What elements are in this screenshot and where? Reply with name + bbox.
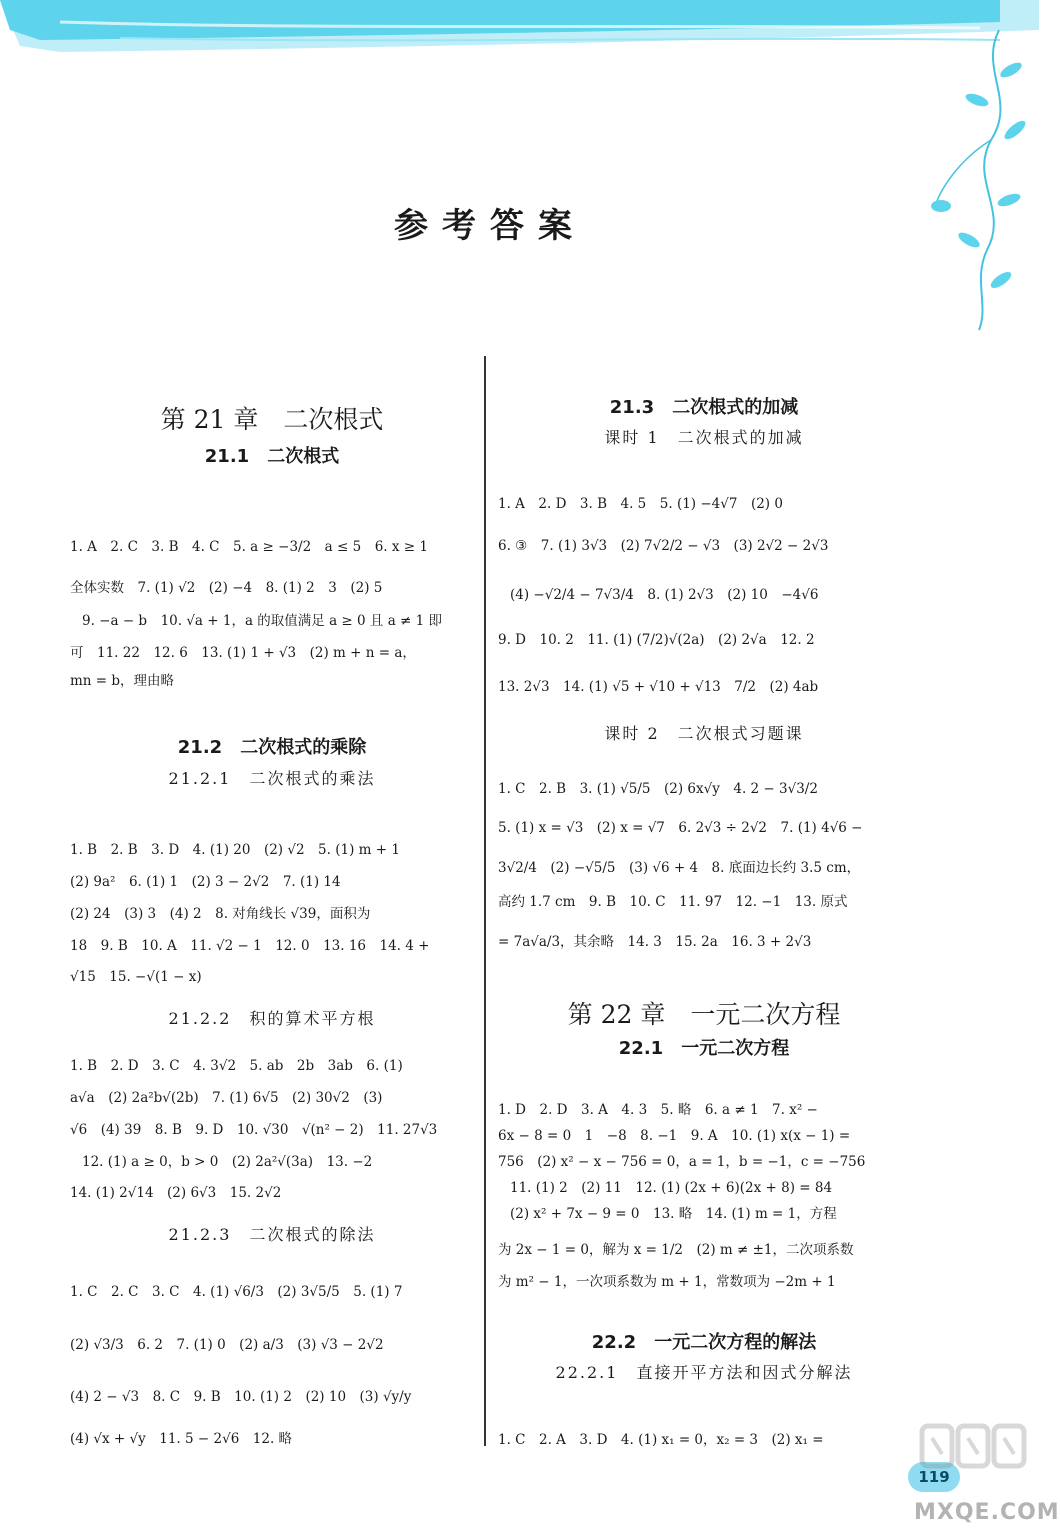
answer-line: √15 15. −√(1 − x) — [70, 969, 202, 985]
answer-line: (2) x² + 7x − 9 = 0 13. 略 14. (1) m = 1，方程 — [510, 1206, 837, 1222]
answer-line: a√a (2) 2a²b√(2b) 7. (1) 6√5 (2) 30√2 (3) — [70, 1090, 383, 1106]
answer-line: 9. −a − b 10. √a + 1，a 的取值满足 a ≥ 0 且 a ≠ 1 即 — [82, 613, 443, 629]
answer-line: 13. 2√3 14. (1) √5 + √10 + √13 7/2 (2) 4ab — [498, 679, 819, 695]
subsection-21-2-3-heading: 21.2.3 二次根式的除法 — [168, 1225, 376, 1244]
answer-line: (4) −√2/4 − 7√3/4 8. (1) 2√3 (2) 10 −4√6 — [510, 587, 819, 603]
answer-line: 5. (1) x = √3 (2) x = √7 6. 2√3 ÷ 2√2 7. (1) 4√6 − — [498, 820, 863, 836]
answer-line: √6 (4) 39 8. B 9. D 10. √30 √(n² − 2) 11. 27√3 — [70, 1122, 438, 1138]
answer-line: 11. (1) 2 (2) 11 12. (1) (2x + 6)(2x + 8) = 84 — [510, 1180, 833, 1196]
answer-line: (4) √x + √y 11. 5 − 2√6 12. 略 — [70, 1431, 293, 1447]
lesson-1-heading: 课时 1 二次根式的加减 — [604, 428, 804, 447]
answer-line: 全体实数 7. (1) √2 (2) −4 8. (1) 2 3 (2) 5 — [70, 580, 383, 596]
answer-line: (2) 24 (3) 3 (4) 2 8. 对角线长 √39，面积为 — [70, 906, 371, 922]
answer-line: 6. ③ 7. (1) 3√3 (2) 7√2/2 − √3 (3) 2√2 − 2√3 — [498, 538, 829, 554]
section-22-2-heading: 22.2 一元二次方程的解法 — [591, 1332, 817, 1353]
answer-line: 1. A 2. D 3. B 4. 5 5. (1) −4√7 (2) 0 — [498, 496, 783, 512]
answer-line: 14. (1) 2√14 (2) 6√3 15. 2√2 — [70, 1185, 282, 1201]
answer-line: 1. A 2. C 3. B 4. C 5. a ≥ −3/2 a ≤ 5 6. x ≥ 1 — [70, 539, 428, 555]
section-22-1-heading: 22.1 一元二次方程 — [618, 1038, 790, 1059]
page-title: 参考答案 — [394, 206, 586, 246]
vine-decoration — [929, 30, 1039, 330]
answer-line: 1. C 2. C 3. C 4. (1) √6/3 (2) 3√5/5 5. (1) 7 — [70, 1284, 403, 1300]
section-21-3-heading: 21.3 二次根式的加减 — [609, 397, 799, 418]
answer-line: mn = b，理由略 — [70, 673, 175, 689]
answer-line: 12. (1) a ≥ 0，b > 0 (2) 2a²√(3a) 13. −2 — [82, 1154, 373, 1170]
section-21-1-heading: 21.1 二次根式 — [204, 446, 340, 467]
answer-line: 1. B 2. B 3. D 4. (1) 20 (2) √2 5. (1) m + 1 — [70, 842, 400, 858]
subsection-21-2-2-heading: 21.2.2 积的算术平方根 — [168, 1009, 376, 1028]
answer-line: 为 2x − 1 = 0，解为 x = 1/2 (2) m ≠ ±1，二次项系数 — [498, 1242, 854, 1258]
subsection-21-2-1-heading: 21.2.1 二次根式的乘法 — [168, 769, 376, 788]
answer-line: 1. B 2. D 3. C 4. 3√2 5. ab 2b 3ab 6. (1) — [70, 1058, 403, 1074]
answer-line: 756 (2) x² − x − 756 = 0，a = 1，b = −1，c = −756 — [498, 1154, 866, 1170]
answer-line: (2) √3/3 6. 2 7. (1) 0 (2) a/3 (3) √3 − 2√2 — [70, 1337, 384, 1353]
lesson-2-heading: 课时 2 二次根式习题课 — [604, 724, 804, 743]
answer-line: 高约 1.7 cm 9. B 10. C 11. 97 12. −1 13. 原式 — [498, 894, 848, 910]
chapter-21-heading: 第 21 章 二次根式 — [160, 405, 384, 434]
answer-line: = 7a√a/3，其余略 14. 3 15. 2a 16. 3 + 2√3 — [498, 934, 812, 950]
answer-line: 3√2/4 (2) −√5/5 (3) √6 + 4 8. 底面边长约 3.5 cm， — [498, 860, 861, 876]
subsection-22-2-1-heading: 22.2.1 直接开平方法和因式分解法 — [555, 1363, 853, 1382]
column-divider — [484, 356, 486, 1446]
answer-line: 为 m² − 1，一次项系数为 m + 1，常数项为 −2m + 1 — [498, 1274, 836, 1290]
answer-line: 1. C 2. B 3. (1) √5/5 (2) 6x√y 4. 2 − 3√3/2 — [498, 781, 818, 797]
section-21-2-heading: 21.2 二次根式的乘除 — [177, 737, 367, 758]
answer-line: 1. C 2. A 3. D 4. (1) x₁ = 0，x₂ = 3 (2) x₁ = — [498, 1432, 824, 1448]
answer-line: 18 9. B 10. A 11. √2 − 1 12. 0 13. 16 14. 4 + — [70, 938, 430, 954]
answer-line: (4) 2 − √3 8. C 9. B 10. (1) 2 (2) 10 (3) √y/y — [70, 1389, 412, 1405]
chapter-22-heading: 第 22 章 一元二次方程 — [567, 1000, 841, 1029]
answer-line: 9. D 10. 2 11. (1) (7/2)√(2a) (2) 2√a 12. 2 — [498, 632, 815, 648]
answer-line: 可 11. 22 12. 6 13. (1) 1 + √3 (2) m + n = a， — [70, 645, 416, 661]
answer-line: (2) 9a² 6. (1) 1 (2) 3 − 2√2 7. (1) 14 — [70, 874, 341, 890]
answer-line: 6x − 8 = 0 1 −8 8. −1 9. A 10. (1) x(x − 1) = — [498, 1128, 851, 1144]
page-number: 119 — [908, 1462, 960, 1492]
top-banner-decoration — [0, 0, 1039, 70]
watermark-text: MXQE.COM — [914, 1500, 1060, 1525]
answer-line: 1. D 2. D 3. A 4. 3 5. 略 6. a ≠ 1 7. x² − — [498, 1102, 818, 1118]
